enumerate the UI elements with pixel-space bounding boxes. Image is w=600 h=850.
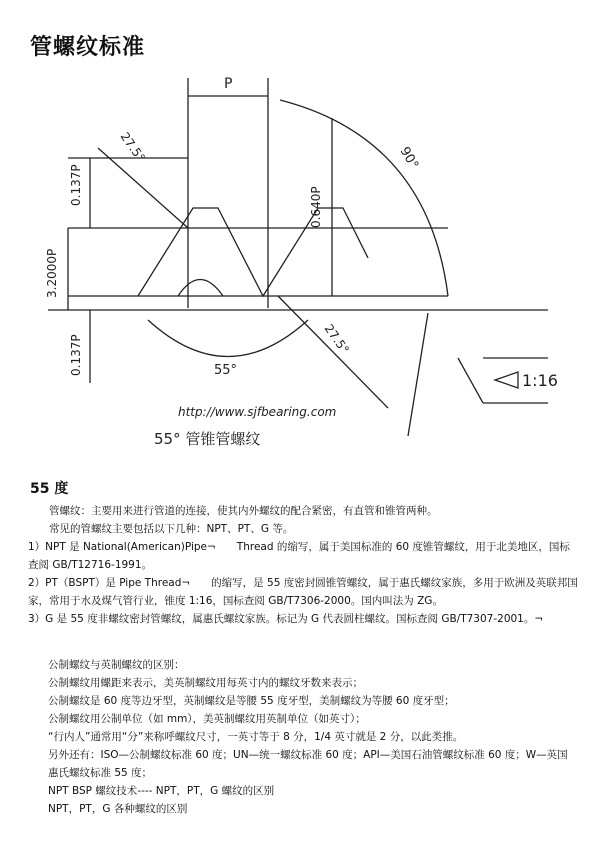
thread-profile-diagram xyxy=(28,58,570,460)
angle-90-arc xyxy=(280,100,448,296)
note-fen: “行内人”通常用“分”来称呼螺纹尺寸，一英寸等于 8 分，1/4 英寸就是 2 分，以此类推。 xyxy=(48,731,464,743)
note-difference: NPT，PT，G 各种螺纹的区别 xyxy=(48,803,188,815)
note-units: 公制螺纹用公制单位（如 mm），美英制螺纹用英制单位（如英寸）； xyxy=(48,713,366,725)
paragraph-common-types: 常见的管螺纹主要包括以下几种：NPT、PT、G 等。 xyxy=(49,523,294,535)
angle-55-arc xyxy=(148,320,308,357)
angle-leader xyxy=(98,148,188,228)
paragraph-intro: 管螺纹：主要用来进行管道的连接，使其内外螺纹的配合紧密，有直管和锥管两种。 xyxy=(49,505,438,517)
paragraph-g: 3）G 是 55 度非螺纹密封管螺纹，属惠氏螺纹家族。标记为 G 代表圆柱螺纹。国标查阅 GB/T7307-2001。¬ xyxy=(28,613,544,625)
label-0137p-top: 0.137P xyxy=(69,164,83,206)
label-27-5-right: 27.5° xyxy=(321,321,352,357)
document-body xyxy=(28,502,578,818)
label-55-deg: 55° xyxy=(214,363,238,378)
label-27-5-left: 27.5° xyxy=(117,129,148,165)
taper-triangle-icon xyxy=(495,372,518,388)
label-3200p: 3.2000P xyxy=(45,248,59,298)
thread-root xyxy=(178,280,223,297)
label-0640p: 0.640P xyxy=(309,186,323,228)
taper-line xyxy=(278,296,388,408)
thread-flank xyxy=(138,208,368,296)
page-title: 管螺纹标准 xyxy=(30,35,146,60)
diagram-caption: 55° 管锥管螺纹 xyxy=(154,430,261,448)
note-pitch: 公制螺纹用螺距来表示，美英制螺纹用每英寸内的螺纹牙数来表示； xyxy=(48,677,363,689)
label-90-deg: 90° xyxy=(396,144,422,172)
label-taper: 1:16 xyxy=(522,371,558,390)
paragraph-npt: 1）NPT 是 National(American)Pipe¬ Thread 的缩写，属于美国标准的 60 度锥管螺纹，用于北美地区，国标查阅 GB/T12716-1991。 xyxy=(28,541,570,571)
watermark-url: http://www.sjfbearing.com xyxy=(178,405,337,419)
taper-leader xyxy=(458,358,483,403)
paragraph-pt: 2）PT（BSPT）是 Pipe Thread¬ 的缩写，是 55 度密封圆锥管螺纹，属于惠氏螺纹家族，多用于欧洲及英联邦国家，常用于水及煤气管行业，锥度 1:16，国标查阅 GB/T7306-2000。国内叫法为 ZG。 xyxy=(28,577,578,607)
section-heading-55: 55 度 xyxy=(30,481,69,497)
label-0137p-bottom: 0.137P xyxy=(69,334,83,376)
taper-line-2 xyxy=(408,313,428,436)
label-pitch: P xyxy=(224,76,233,92)
note-profile: 公制螺纹是 60 度等边牙型，英制螺纹是等腰 55 度牙型，美制螺纹为等腰 60 度牙型； xyxy=(48,695,455,707)
note-standards: 另外还有：ISO—公制螺纹标准 60 度；UN—统一螺纹标准 60 度；API—美国石油管螺纹标准 60 度；W—英国惠氏螺纹标准 55 度； xyxy=(48,749,568,779)
note-npt-bsp: NPT BSP 螺纹技术---- NPT，PT，G 螺纹的区别 xyxy=(48,785,275,797)
note-heading: 公制螺纹与英制螺纹的区别： xyxy=(48,659,185,671)
